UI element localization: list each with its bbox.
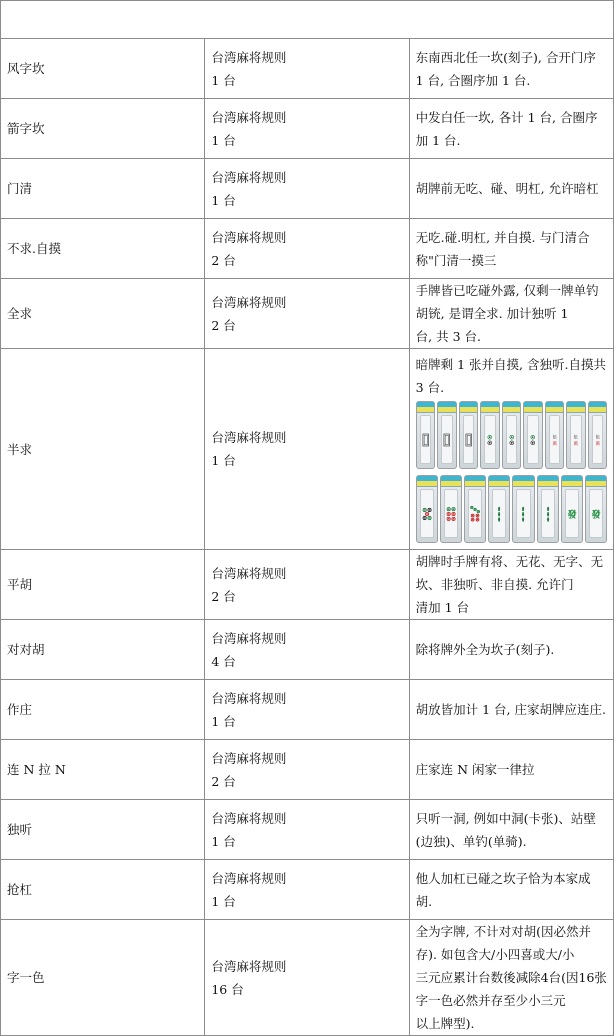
rule-meta <box>205 550 409 620</box>
rule-source: 台湾麻将规则 <box>211 870 287 886</box>
mahjong-tile-3-bamboo <box>512 475 534 543</box>
svg-text:伍: 伍 <box>595 435 600 441</box>
mahjong-tile-green-dragon <box>585 475 607 543</box>
rule-desc <box>409 39 613 99</box>
rule-meta <box>205 159 409 219</box>
rule-name: 风字坎 <box>1 39 205 99</box>
rule-meta <box>205 39 409 99</box>
rule-name: 连 N 拉 N <box>1 740 205 800</box>
rule-source: 台湾麻将规则 <box>211 294 287 310</box>
rule-desc <box>409 99 613 159</box>
empty-header-cell <box>1 1 614 39</box>
rule-desc-line: 除将牌外全为坎子(刻子). <box>415 642 555 657</box>
rule-desc <box>409 800 613 860</box>
svg-text:萬: 萬 <box>573 441 579 447</box>
rule-name: 半求 <box>1 349 205 550</box>
rule-desc-line: 全为字牌, 不计对对胡(因必然并存). 如包含大/小四喜或大/小 <box>415 924 591 962</box>
rule-points: 2 台 <box>211 588 236 604</box>
rule-desc <box>409 680 613 740</box>
tile-row <box>416 475 607 543</box>
rule-meta <box>205 620 409 680</box>
table-row <box>1 860 614 920</box>
svg-text:萬: 萬 <box>594 441 600 447</box>
rule-name: 作庄 <box>1 680 205 740</box>
table-row <box>1 99 614 159</box>
rule-name: 对对胡 <box>1 620 205 680</box>
rule-desc <box>409 860 613 920</box>
mahjong-tile-white-dragon <box>437 401 456 469</box>
rule-desc <box>409 920 613 1036</box>
rule-name: 字一色 <box>1 920 205 1036</box>
rule-source: 台湾麻将规则 <box>211 109 287 125</box>
rule-source: 台湾麻将规则 <box>211 169 287 185</box>
rule-desc-line: 台, 共 3 台. <box>415 329 481 344</box>
mahjong-tile-7-dots <box>464 475 486 543</box>
table-row <box>1 550 614 620</box>
rule-desc <box>409 279 613 349</box>
rule-points: 2 台 <box>211 252 236 268</box>
mahjong-tile-5-dots <box>416 475 438 543</box>
rule-desc-line: 东南西北任一坎(刻子), 合开门序 1 台, 合圈序加 1 台. <box>415 49 596 88</box>
rule-source: 台湾麻将规则 <box>211 229 287 245</box>
rule-source: 台湾麻将规则 <box>211 958 287 974</box>
table-row <box>1 349 614 550</box>
rule-points: 1 台 <box>211 893 236 909</box>
mahjong-tile-2-dots <box>523 401 542 469</box>
svg-text:發: 發 <box>591 510 601 521</box>
rule-desc <box>409 740 613 800</box>
rule-desc-line: 胡牌时手牌有将、无花、无字、无坎、非独听、非自摸. 允许门 <box>415 554 604 592</box>
rule-desc-line: 他人加杠已碰之坎子恰为本家成胡. <box>415 870 591 909</box>
rule-desc-line: 庄家连 N 闲家一律拉 <box>415 762 535 777</box>
rule-name: 门清 <box>1 159 205 219</box>
svg-text:伍: 伍 <box>552 435 557 441</box>
mahjong-tile-green-dragon <box>561 475 583 543</box>
rule-points: 1 台 <box>211 132 236 148</box>
rule-points: 2 台 <box>211 317 236 333</box>
mahjong-tile-5-characters <box>588 401 607 469</box>
rule-meta <box>205 920 409 1036</box>
rule-points: 1 台 <box>211 833 236 849</box>
rule-desc-line: 只听一洞, 例如中洞(卡张)、站壁(边独)、单钓(单骑). <box>415 810 596 849</box>
rule-source: 台湾麻将规则 <box>211 49 287 65</box>
rule-desc <box>409 219 613 279</box>
rule-name: 抢杠 <box>1 860 205 920</box>
rule-desc-line: 以上牌型). <box>415 1016 475 1031</box>
table-row <box>1 740 614 800</box>
rule-desc-line: 胡牌前无吃、碰、明杠, 允许暗杠 <box>415 181 599 196</box>
rule-source: 台湾麻将规则 <box>211 690 287 706</box>
mahjong-tile-3-bamboo <box>537 475 559 543</box>
rule-points: 1 台 <box>211 192 236 208</box>
rule-name: 箭字坎 <box>1 99 205 159</box>
table-row <box>1 159 614 219</box>
rule-points: 1 台 <box>211 713 236 729</box>
rule-source: 台湾麻将规则 <box>211 630 287 646</box>
rule-desc-line: 暗牌剩 1 张并自摸, 含独听.自摸共 3 台. <box>415 357 606 395</box>
table-row <box>1 800 614 860</box>
rule-meta <box>205 800 409 860</box>
rule-source: 台湾麻将规则 <box>211 810 287 826</box>
rule-points: 16 台 <box>211 981 244 997</box>
rule-source: 台湾麻将规则 <box>211 430 287 445</box>
rule-meta <box>205 99 409 159</box>
rule-points: 4 台 <box>211 653 236 669</box>
rule-desc <box>409 550 613 620</box>
mahjong-tile-5-characters <box>545 401 564 469</box>
rule-desc-line: 胡放皆加计 1 台, 庄家胡牌应连庄. <box>415 702 606 717</box>
rule-desc <box>409 349 613 550</box>
svg-text:伍: 伍 <box>573 435 578 441</box>
mahjong-tile-6-dots <box>440 475 462 543</box>
rule-meta <box>205 219 409 279</box>
rule-desc-line: 无吃.碰.明杠, 并自摸. 与门清合称"门清一摸三 <box>415 229 590 268</box>
rule-desc-line: 三元应累计台数後减除4台(因16张字一色必然并存至少小三元 <box>415 970 607 1008</box>
tile-row <box>416 401 607 469</box>
rule-name: 全求 <box>1 279 205 349</box>
mahjong-tile-white-dragon <box>459 401 478 469</box>
rule-name: 平胡 <box>1 550 205 620</box>
svg-text:萬: 萬 <box>551 441 557 447</box>
table-row <box>1 920 614 1036</box>
table-row <box>1 39 614 99</box>
rule-source: 台湾麻将规则 <box>211 750 287 766</box>
rule-desc <box>409 159 613 219</box>
table-row <box>1 219 614 279</box>
rule-meta <box>205 680 409 740</box>
rule-desc <box>409 620 613 680</box>
mahjong-tile-2-dots <box>502 401 521 469</box>
rule-desc-line: 清加 1 台 <box>415 600 470 615</box>
rule-source: 台湾麻将规则 <box>211 565 287 581</box>
mahjong-tile-5-characters <box>566 401 585 469</box>
table-row <box>1 279 614 349</box>
rule-desc-line: 手牌皆已吃碰外露, 仅剩一牌单钓胡铳, 是谓全求. 加计独听 1 <box>415 283 599 321</box>
mahjong-tile-3-bamboo <box>488 475 510 543</box>
mahjong-tile-2-dots <box>480 401 499 469</box>
rule-points: 2 台 <box>211 773 236 789</box>
table-row <box>1 680 614 740</box>
rule-meta <box>205 349 409 550</box>
rule-meta <box>205 860 409 920</box>
svg-text:發: 發 <box>567 510 577 521</box>
mahjong-tile-white-dragon <box>416 401 435 469</box>
header-row <box>1 1 614 39</box>
rule-desc-line: 中发白任一坎, 各计 1 台, 合圈序加 1 台. <box>415 109 598 148</box>
rule-meta <box>205 740 409 800</box>
rule-name: 独听 <box>1 800 205 860</box>
rule-meta <box>205 279 409 349</box>
rule-name: 不求.自摸 <box>1 219 205 279</box>
rule-points: 1 台 <box>211 453 236 468</box>
table-row <box>1 620 614 680</box>
rule-points: 1 台 <box>211 72 236 88</box>
